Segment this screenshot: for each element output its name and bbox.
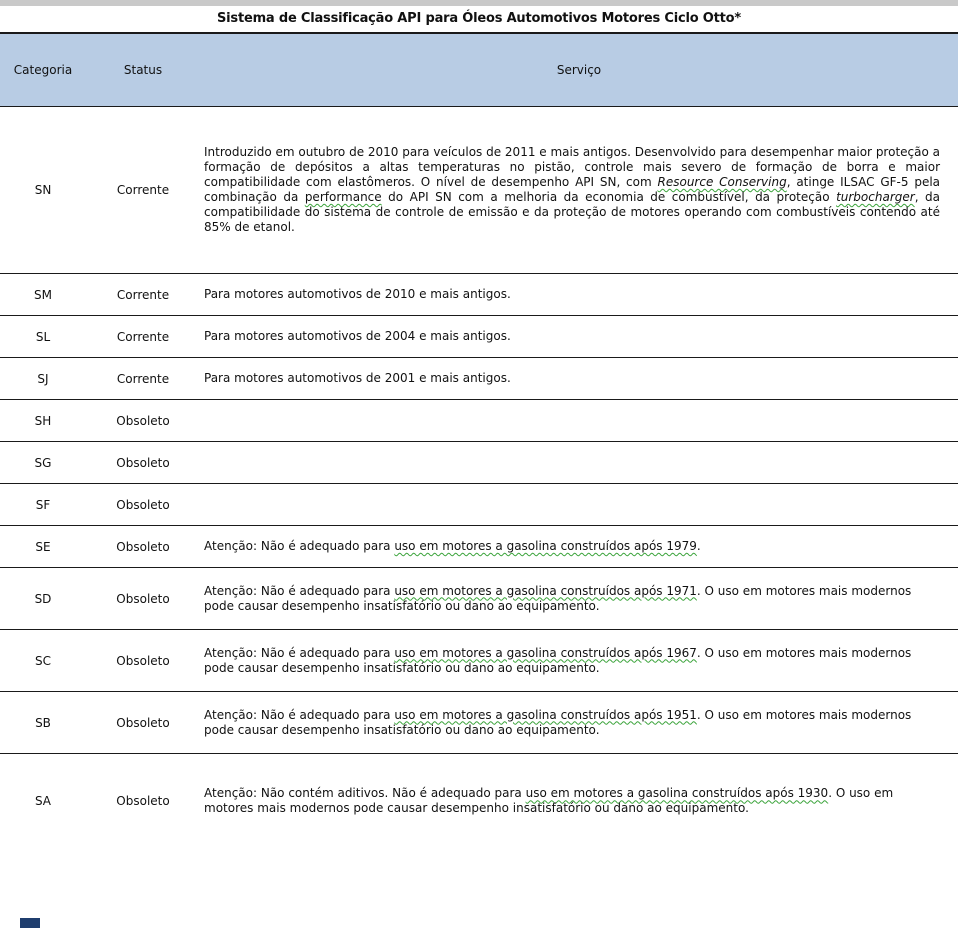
- row-categoria: SE: [0, 526, 86, 568]
- servico-term: uso em motores a gasolina construídos após 1930: [525, 786, 829, 801]
- servico-text: . O uso em motores mais modernos pode causar desempenho insatisfatório ou dano ao equipamento.: [204, 707, 912, 737]
- table-row: [0, 484, 958, 526]
- row-servico: [200, 484, 958, 526]
- header-row: [0, 34, 958, 107]
- row-servico: [200, 568, 958, 630]
- header-status: Status: [86, 34, 200, 107]
- servico-term: performance: [304, 190, 382, 204]
- servico-text: Atenção: Não contém aditivos. Não é adequado para: [204, 786, 526, 801]
- row-servico: [200, 107, 958, 274]
- table-row: [0, 107, 958, 274]
- row-categoria: SG: [0, 442, 86, 484]
- servico-text: Atenção: Não é adequado para: [204, 539, 395, 553]
- table-row: [0, 692, 958, 754]
- row-categoria: SB: [0, 692, 86, 754]
- table-row: [0, 526, 958, 568]
- row-categoria: SA: [0, 754, 86, 849]
- servico-text: Introduzido em outubro de 2010 para veículos de 2011 e mais antigos. Desenvolvido para desempenhar maior proteção a formação de depósitos a altas temperaturas no pistão, controle mais severo de formação de borra e maior compatibilidade com elastômeros. O nível de desempenho API SN, com: [204, 145, 940, 189]
- row-categoria: SD: [0, 568, 86, 630]
- row-status: Obsoleto: [86, 630, 200, 692]
- servico-term: turbocharger: [836, 190, 915, 204]
- table-row: [0, 316, 958, 358]
- row-status: Obsoleto: [86, 442, 200, 484]
- table-row: [0, 630, 958, 692]
- table-row: [0, 568, 958, 630]
- row-status: Obsoleto: [86, 568, 200, 630]
- row-servico: [200, 526, 958, 568]
- table-row: [0, 754, 958, 849]
- header-servico: Serviço: [200, 34, 958, 107]
- row-status: Obsoleto: [86, 484, 200, 526]
- row-status: Obsoleto: [86, 400, 200, 442]
- row-categoria: SN: [0, 107, 86, 274]
- classification-table: [0, 34, 958, 849]
- servico-text: Atenção: Não é adequado para: [204, 583, 395, 598]
- row-categoria: SM: [0, 274, 86, 316]
- row-categoria: SJ: [0, 358, 86, 400]
- servico-text: Atenção: Não é adequado para: [204, 645, 395, 660]
- row-categoria: SL: [0, 316, 86, 358]
- row-status: Obsoleto: [86, 754, 200, 849]
- row-servico: [200, 442, 958, 484]
- servico-text: do API SN com a melhoria da economia de combustível, da proteção: [381, 190, 837, 204]
- table-row: [0, 274, 958, 316]
- row-status: Corrente: [86, 107, 200, 274]
- table-row: [0, 442, 958, 484]
- row-servico: [200, 754, 958, 849]
- table-row: [0, 400, 958, 442]
- servico-text: , atinge ILSAC GF-5 pela combinação da: [204, 175, 941, 204]
- servico-term: Resource Conserving: [657, 175, 787, 189]
- servico-text: . O uso em motores mais modernos pode causar desempenho insatisfatório ou dano ao equipamento.: [204, 786, 894, 816]
- servico-term: uso em motores a gasolina construídos após 1971: [394, 583, 697, 598]
- servico-text: . O uso em motores mais modernos pode causar desempenho insatisfatório ou dano ao equipamento.: [204, 645, 912, 675]
- row-status: Obsoleto: [86, 526, 200, 568]
- row-status: Obsoleto: [86, 692, 200, 754]
- servico-term: uso em motores a gasolina construídos após 1967: [394, 645, 697, 660]
- row-servico: Para motores automotivos de 2010 e mais antigos.: [200, 274, 958, 316]
- servico-text: . O uso em motores mais modernos pode causar desempenho insatisfatório ou dano ao equipamento.: [204, 583, 912, 613]
- table-title: Sistema de Classificação API para Óleos Automotivos Motores Ciclo Otto*: [0, 6, 958, 34]
- row-servico: Para motores automotivos de 2004 e mais antigos.: [200, 316, 958, 358]
- servico-term: uso em motores a gasolina construídos após 1951: [394, 707, 697, 722]
- row-servico: [200, 692, 958, 754]
- servico-text: Atenção: Não é adequado para: [204, 707, 395, 722]
- servico-text: , da compatibilidade do sistema de controle de emissão e da proteção de motores operando com combustíveis contendo até 85% de etanol.: [204, 190, 940, 234]
- row-categoria: SC: [0, 630, 86, 692]
- header-categoria: Categoria: [0, 34, 86, 107]
- corner-square-icon: [20, 918, 40, 928]
- row-categoria: SF: [0, 484, 86, 526]
- row-status: Corrente: [86, 274, 200, 316]
- row-servico: [200, 400, 958, 442]
- servico-term: uso em motores a gasolina construídos após 1979: [394, 539, 697, 553]
- row-status: Corrente: [86, 358, 200, 400]
- row-servico: [200, 630, 958, 692]
- servico-text: .: [696, 539, 701, 553]
- row-servico: Para motores automotivos de 2001 e mais antigos.: [200, 358, 958, 400]
- row-categoria: SH: [0, 400, 86, 442]
- table-row: [0, 358, 958, 400]
- row-status: Corrente: [86, 316, 200, 358]
